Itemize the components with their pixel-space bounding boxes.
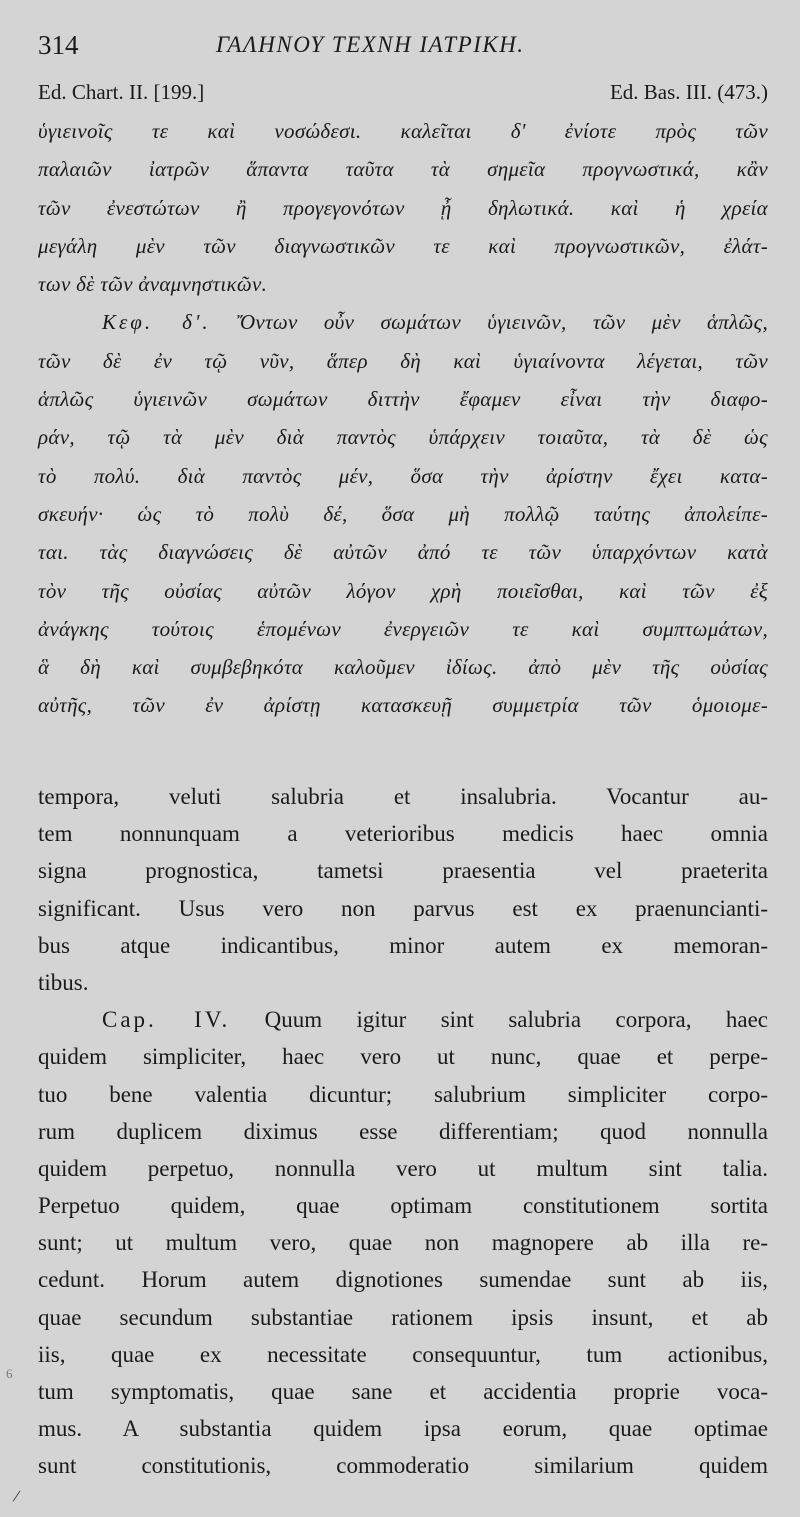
latin-line: tempora, veluti salubria et insalubria. Vocantur au- <box>38 784 768 809</box>
greek-text-block <box>38 112 768 725</box>
greek-chapter-line <box>38 303 768 341</box>
greek-line: ὑγιεινοῖς τε καὶ νοσώδεσι. καλεῖται δ' ἐνίοτε πρὸς τῶν <box>38 119 768 143</box>
latin-line: quae secundum substantiae rationem ipsis insunt, et ab <box>38 1304 768 1330</box>
greek-line: ράν, τῷ τὰ μὲν διὰ παντὸς ὑπάρχειν τοιαῦτα, τὰ δὲ ὡς <box>38 425 768 450</box>
greek-line: παλαιῶν ἰατρῶν ἅπαντα ταῦτα τὰ σημεῖα προγνωστικά, κἂν <box>38 157 768 182</box>
latin-line: tem nonnunquam a veterioribus medicis haec omnia <box>38 821 768 847</box>
greek-line: ἃ δὴ καὶ συμβεβηκότα καλοῦμεν ἰδίως. ἀπὸ μὲν τῆς οὐσίας <box>38 655 768 680</box>
greek-line: ται. τὰς διαγνώσεις δὲ αὐτῶν ἀπό τε τῶν ὑπαρχόντων κατὰ <box>38 540 768 565</box>
greek-line: ἁπλῶς ὑγιεινῶν σωμάτων διττὴν ἔφαμεν εἶναι τὴν διαφο- <box>38 387 768 412</box>
latin-chapter-label: Cap. IV. <box>102 1007 231 1033</box>
latin-chapter-line <box>38 1001 768 1038</box>
latin-line: bus atque indicantibus, minor autem ex memoran- <box>38 932 768 958</box>
greek-line: των δὲ τῶν ἀναμνηστικῶν. <box>38 272 268 297</box>
latin-line: iis, quae ex necessitate consequuntur, tum actionibus, <box>38 1341 768 1367</box>
greek-line: μεγάλη μὲν τῶν διαγνωστικῶν τε καὶ προγνωστικῶν, ἐλάτ- <box>38 233 768 258</box>
latin-line: significant. Usus vero non parvus est ex praenuncianti- <box>38 895 768 921</box>
greek-line: τῶν ἐνεστώτων ἢ προγεγονότων ᾖ δηλωτικά. καὶ ἡ χρεία <box>38 195 768 220</box>
latin-line: quidem simpliciter, haec vero ut nunc, quae et perpe- <box>38 1044 768 1070</box>
latin-line: sunt constitutionis, commoderatio similarium quidem <box>38 1453 768 1479</box>
page-number: 314 <box>38 30 79 60</box>
latin-chapter-text: Quum igitur sint salubria corpora, haec <box>264 1007 769 1033</box>
latin-line: tibus. <box>38 969 89 995</box>
edition-chartier: Ed. Chart. II. [199.] <box>38 80 205 104</box>
edition-line <box>38 80 768 110</box>
margin-mark: 6 <box>6 1366 13 1381</box>
latin-line: quidem perpetuo, nonnulla vero ut multum sint talia. <box>38 1155 768 1181</box>
latin-line: tum symptomatis, quae sane et accidentia proprie voca- <box>38 1379 768 1404</box>
greek-chapter-label: Κεφ. δ'. <box>102 310 211 335</box>
latin-line: cedunt. Horum autem dignotiones sumendae sunt ab iis, <box>38 1267 768 1293</box>
latin-line: signa prognostica, tametsi praesentia vel praeterita <box>38 858 768 884</box>
running-head <box>38 30 768 66</box>
latin-text-block <box>38 778 768 1485</box>
greek-line: σκευήν· ὡς τὸ πολὺ δέ, ὅσα μὴ πολλῷ ταύτης ἀπολείπε- <box>38 501 768 526</box>
margin-mark: / <box>11 1485 22 1507</box>
greek-chapter-text: Ὄντων οὖν σωμάτων ὑγιεινῶν, τῶν μὲν ἁπλῶς, <box>236 310 768 335</box>
latin-line: mus. A substantia quidem ipsa eorum, quae optimae <box>38 1416 768 1442</box>
greek-line: τὸ πολύ. διὰ παντὸς μέν, ὅσα τὴν ἀρίστην ἔχει κατα- <box>38 463 768 488</box>
greek-line: τῶν δὲ ἐν τῷ νῦν, ἅπερ δὴ καὶ ὑγιαίνοντα λέγεται, τῶν <box>38 348 768 373</box>
greek-line: ἀνάγκης τούτοις ἑπομένων ἐνεργειῶν τε καὶ συμπτωμάτων, <box>38 616 768 641</box>
latin-line: rum duplicem diximus esse differentiam; quod nonnulla <box>38 1118 768 1144</box>
edition-basel: Ed. Bas. III. (473.) <box>609 80 768 104</box>
latin-line: sunt; ut multum vero, quae non magnopere ab illa re- <box>38 1230 768 1256</box>
latin-line: Perpetuo quidem, quae optimam constitutionem sortita <box>38 1193 768 1219</box>
latin-line: tuo bene valentia dicuntur; salubrium simpliciter corpo- <box>38 1081 768 1107</box>
greek-line: αὐτῆς, τῶν ἐν ἀρίστῃ κατασκευῇ συμμετρία τῶν ὁμοιομε- <box>38 693 768 718</box>
running-title: ΓΑΛΗΝΟΥ ΤΕΧΝΗ ΙΑΤΡΙΚΗ. <box>216 32 525 57</box>
greek-line: τὸν τῆς οὐσίας αὐτῶν λόγον χρὴ ποιεῖσθαι, καὶ τῶν ἐξ <box>38 578 768 603</box>
